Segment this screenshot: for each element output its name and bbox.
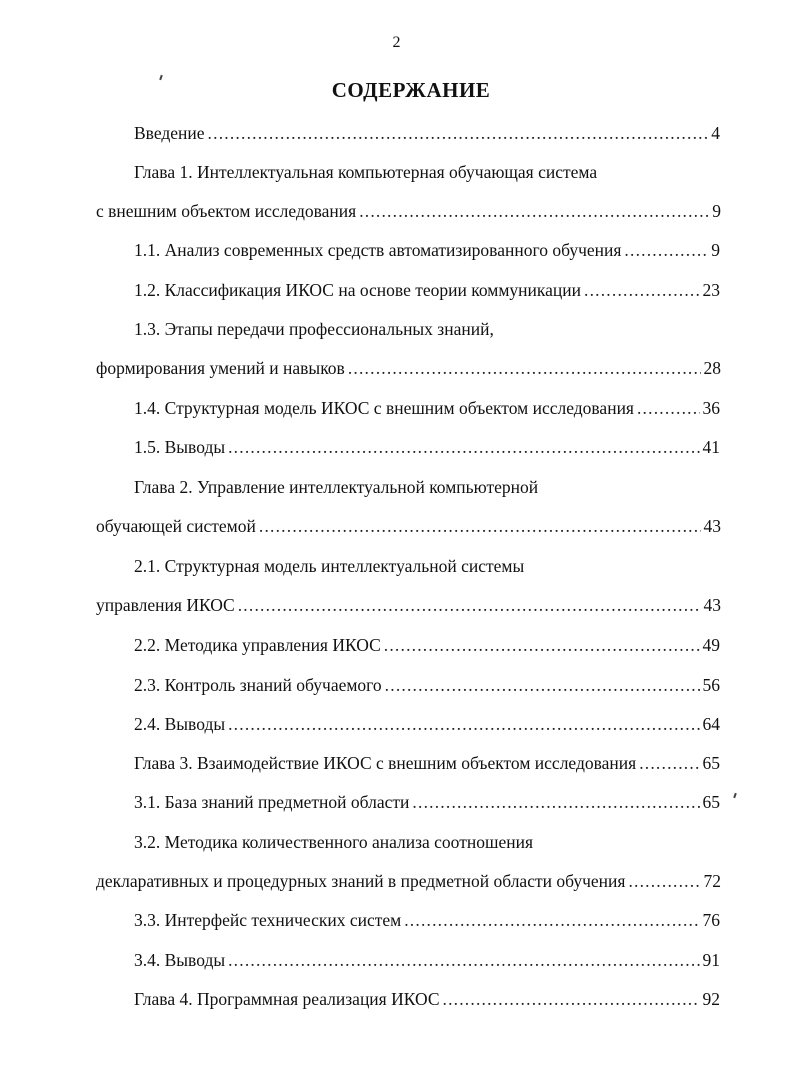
toc-entry-title: 2.3. Контроль знаний обучаемого [134,675,382,695]
toc-entry-title: формирования умений и навыков [96,358,345,378]
dot-leader [624,239,708,261]
toc-page-number: 41 [702,437,720,457]
toc-entry-title: управления ИКОС [96,595,235,615]
toc-entry-title: 2.4. Выводы [134,714,226,734]
dot-leader [628,870,700,892]
toc-entry-3-3 [134,909,720,931]
toc-page-number: 91 [702,950,720,970]
dot-leader [208,122,709,144]
dot-leader [348,357,701,379]
dot-leader [228,713,699,735]
dot-leader [359,200,709,222]
toc-page-number: 65 [702,792,720,812]
toc-page-number: 23 [702,280,720,300]
toc-page-number: 72 [703,871,721,891]
toc-entry-3-1 [134,791,720,813]
toc-entry-title: Введение [134,123,205,143]
toc-entry-chapter4 [134,988,720,1010]
toc-page-number: 43 [703,595,721,615]
toc-page-number: 36 [702,398,720,418]
toc-page-number: 9 [711,240,720,260]
toc-entry-title: Глава 4. Программная реализация ИКОС [134,989,440,1009]
toc-entry-title: 1.2. Классификация ИКОС на основе теории коммуникации [134,280,581,300]
dot-leader [384,634,700,656]
toc-entry-2-4 [134,713,720,735]
toc-entry-title: 3.3. Интерфейс технических систем [134,910,402,930]
scan-speck [733,793,737,798]
toc-entry-title: 1.5. Выводы [134,437,226,457]
toc-entry-chapter2 [96,515,721,537]
dot-leader [639,752,699,774]
dot-leader [228,436,699,458]
dot-leader [412,791,699,813]
dot-leader [259,515,701,537]
toc-chapter2-line1: Глава 2. Управление интеллектуальной компьютерной [134,477,539,497]
toc-page-number: 4 [711,123,720,143]
toc-entry-title: 3.4. Выводы [134,950,226,970]
toc-entry-2-3 [134,674,720,696]
toc-entry-title: обучающей системой [96,516,256,536]
toc-page-number: 76 [702,910,720,930]
toc-1-3-line1: 1.3. Этапы передачи профессиональных знаний, [134,319,494,339]
dot-leader [443,988,700,1010]
dot-leader [238,594,701,616]
dot-leader [385,674,700,696]
dot-leader [404,909,699,931]
toc-entry-2-2 [134,634,720,656]
toc-entry-introduction [134,122,720,144]
toc-page-number: 64 [702,714,720,734]
toc-page-number: 56 [702,675,720,695]
toc-entry-1-2 [134,279,720,301]
toc-entry-title: 1.4. Структурная модель ИКОС с внешним объектом исследования [134,398,634,418]
toc-page-number: 65 [702,753,720,773]
toc-entry-title: декларативных и процедурных знаний в предметной области обучения [96,871,626,891]
toc-entry-1-1 [134,239,720,261]
page-number: 2 [392,34,401,51]
toc-entry-3-4 [134,949,720,971]
toc-entry-title: Глава 3. Взаимодействие ИКОС с внешним объектом исследования [134,753,637,773]
toc-entry-title: с внешним объектом исследования [96,201,357,221]
toc-entry-1-5 [134,436,720,458]
toc-entry-1-4 [134,397,720,419]
toc-page-number: 92 [702,989,720,1009]
toc-entry-title: 2.2. Методика управления ИКОС [134,635,381,655]
toc-entry-title: 3.1. База знаний предметной области [134,792,410,812]
toc-page-number: 49 [702,635,720,655]
toc-entry-chapter1 [96,200,721,222]
toc-entry-1-3 [96,357,721,379]
toc-page-number: 9 [712,201,721,221]
toc-entry-chapter3 [134,752,720,774]
toc-2-1-line1: 2.1. Структурная модель интеллектуальной системы [134,556,525,576]
toc-entry-3-2 [96,870,721,892]
toc-3-2-line1: 3.2. Методика количественного анализа соотношения [134,832,533,852]
dot-leader [637,397,700,419]
dot-leader [228,949,699,971]
toc-entry-title: 1.1. Анализ современных средств автоматизированного обучения [134,240,622,260]
toc-entry-2-1 [96,594,721,616]
dot-leader [584,279,700,301]
toc-chapter1-line1: Глава 1. Интеллектуальная компьютерная обучающая система [134,162,598,182]
toc-page-number: 43 [703,516,721,536]
toc-page-number: 28 [703,358,721,378]
page-title: СОДЕРЖАНИЕ [331,78,491,102]
